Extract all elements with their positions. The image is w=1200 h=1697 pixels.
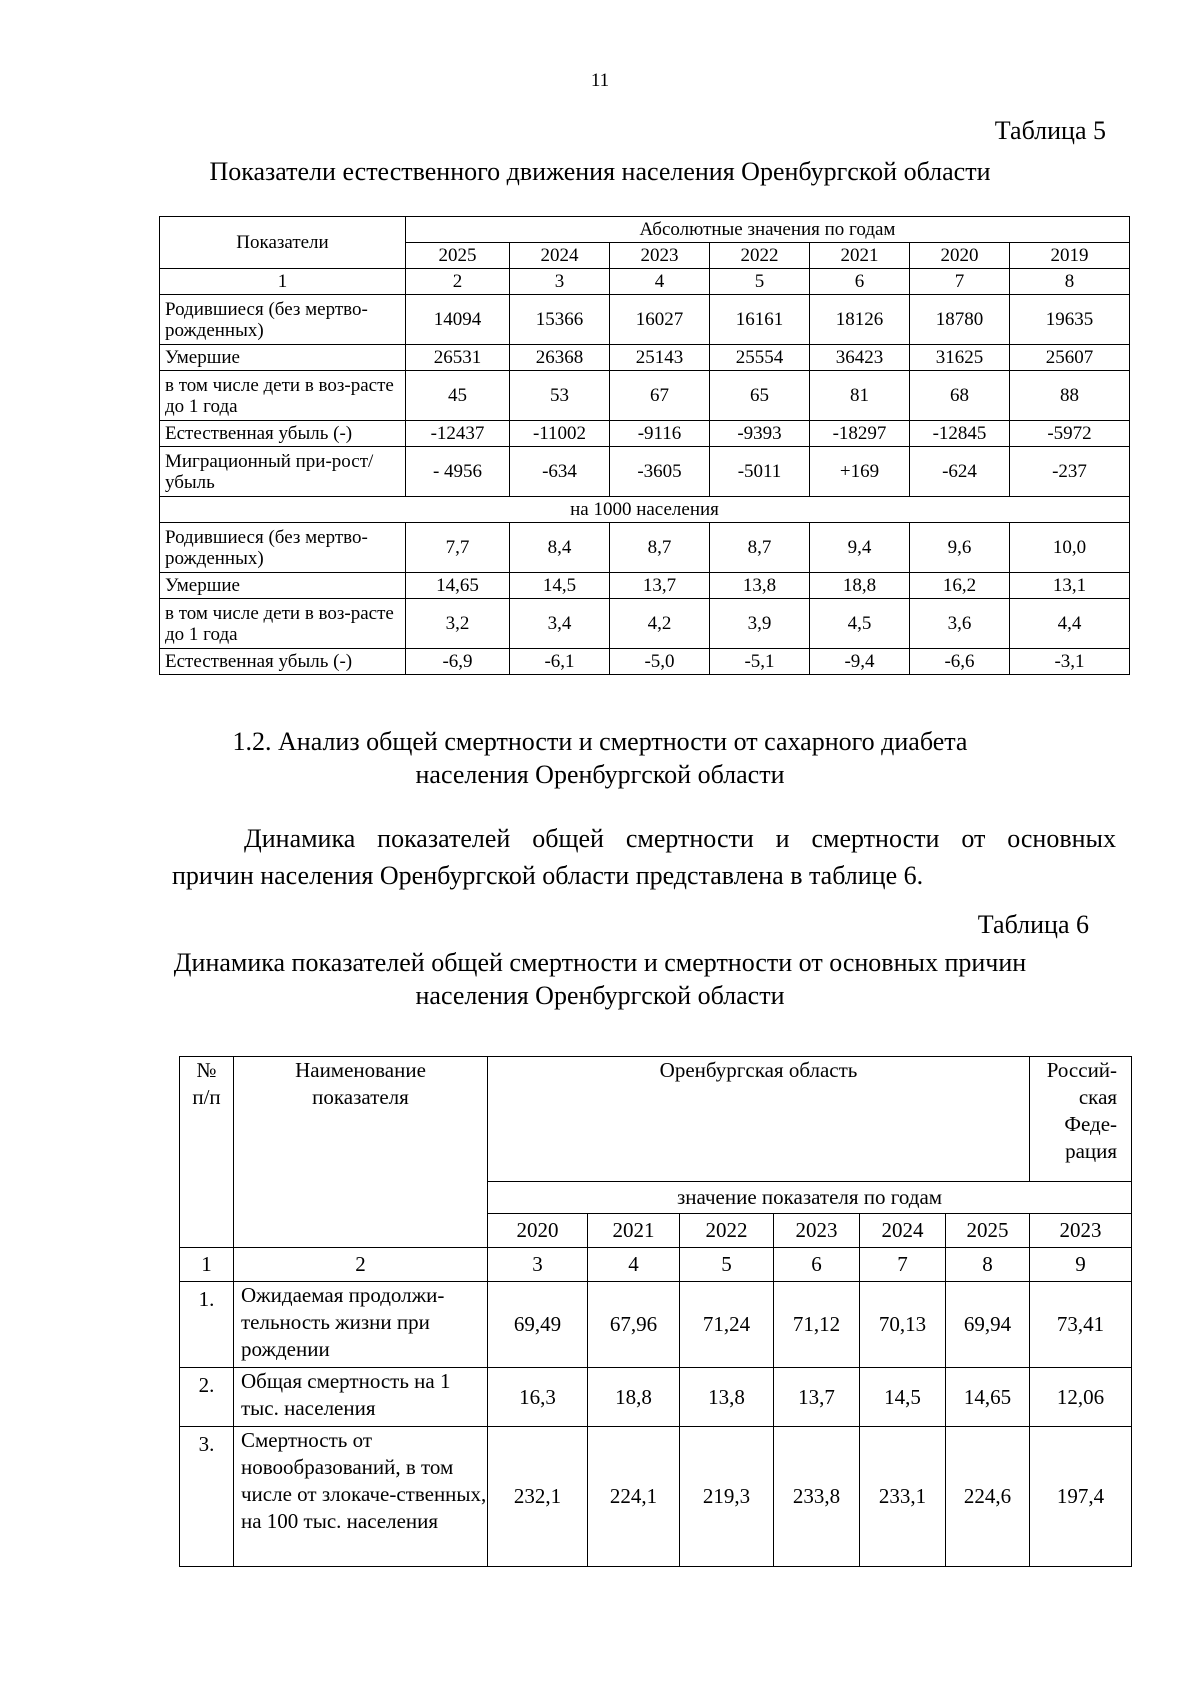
- table6-year-header: 2025: [946, 1214, 1030, 1248]
- table5-cell: 45: [406, 371, 510, 421]
- table5-caption: Таблица 5: [994, 116, 1106, 145]
- page-number: 11: [590, 70, 610, 91]
- table6-row: [180, 1282, 1132, 1368]
- table5-cell: - 4956: [406, 447, 510, 497]
- table5-cell: 3,2: [406, 599, 510, 649]
- table5-title: Показатели естественного движения населения Оренбургской области: [209, 157, 991, 186]
- table5-cell: 9,6: [910, 523, 1010, 573]
- paragraph-line2: причин населения Оренбургской области представлена в таблице 6.: [172, 861, 924, 890]
- table6-cell: 197,4: [1030, 1427, 1132, 1567]
- table5-row-label: Умершие: [160, 573, 406, 599]
- table6-year-header: 2023: [1030, 1214, 1132, 1248]
- table5-cell: 14,65: [406, 573, 510, 599]
- table6-cell: 67,96: [588, 1282, 680, 1368]
- table5-cell: 8,4: [510, 523, 610, 573]
- table5-cell: -5,1: [710, 649, 810, 675]
- table5-column-number: 5: [710, 269, 810, 295]
- table5-cell: 13,8: [710, 573, 810, 599]
- table5-cell: -237: [1010, 447, 1130, 497]
- table6-cell: 16,3: [488, 1368, 588, 1427]
- table5-cell: -3,1: [1010, 649, 1130, 675]
- table6-cell: 14,65: [946, 1368, 1030, 1427]
- table5-column-number: 1: [160, 269, 406, 295]
- table5-cell: 36423: [810, 345, 910, 371]
- table5-cell: 15366: [510, 295, 610, 345]
- table5-column-number: 8: [1010, 269, 1130, 295]
- table5-cell: 16161: [710, 295, 810, 345]
- table5-year-header: 2020: [910, 243, 1010, 269]
- table6-column-number: 9: [1030, 1248, 1132, 1282]
- table6-row-number: 3.: [180, 1427, 234, 1567]
- table5-column-number: 4: [610, 269, 710, 295]
- table5-row-label: Естественная убыль (-): [160, 421, 406, 447]
- table6-year-header: 2021: [588, 1214, 680, 1248]
- table6-column-number: 5: [680, 1248, 774, 1282]
- table5-cell: 9,4: [810, 523, 910, 573]
- table5-cell: 7,7: [406, 523, 510, 573]
- table5-row: [160, 649, 1130, 675]
- table6-cell: 69,49: [488, 1282, 588, 1368]
- table5-year-header: 2022: [710, 243, 810, 269]
- table6-cell: 70,13: [860, 1282, 946, 1368]
- table5-cell: -634: [510, 447, 610, 497]
- section-heading-line1: 1.2. Анализ общей смертности и смертности от сахарного диабета: [232, 727, 968, 756]
- table5-row-label: Естественная убыль (-): [160, 649, 406, 675]
- table5-cell: 88: [1010, 371, 1130, 421]
- section-heading-line2: населения Оренбургской области: [415, 760, 785, 789]
- table5-row-label: Умершие: [160, 345, 406, 371]
- table6-column-number: 1: [180, 1248, 234, 1282]
- table5-cell: -6,9: [406, 649, 510, 675]
- table5-cell: 8,7: [610, 523, 710, 573]
- table6-column-number: 3: [488, 1248, 588, 1282]
- table5-cell: 3,9: [710, 599, 810, 649]
- table5-row: [160, 573, 1130, 599]
- table5-cell: -9393: [710, 421, 810, 447]
- table5-row: [160, 599, 1130, 649]
- table5-cell: 4,4: [1010, 599, 1130, 649]
- table5-cell: 14094: [406, 295, 510, 345]
- table5-row-label: Родившиеся (без мертво-рожденных): [160, 295, 406, 345]
- table5-cell: 18,8: [810, 573, 910, 599]
- table5-row: [160, 295, 1130, 345]
- table5-cell: 16,2: [910, 573, 1010, 599]
- table5-cell: -6,6: [910, 649, 1010, 675]
- table5-cell: 18780: [910, 295, 1010, 345]
- table6-row-label: Ожидаемая продолжи-тельность жизни при рождении: [234, 1282, 488, 1368]
- table6-cell: 14,5: [860, 1368, 946, 1427]
- table5-row-label: Родившиеся (без мертво-рожденных): [160, 523, 406, 573]
- table6-row-label: Смертность от новообразований, в том числе от злокаче-ственных, на 100 тыс. населения: [234, 1427, 488, 1567]
- table5-row: [160, 345, 1130, 371]
- table5-row: [160, 371, 1130, 421]
- table5-cell: 53: [510, 371, 610, 421]
- table6-title-line2: населения Оренбургской области: [415, 981, 785, 1010]
- table6-year-header: 2020: [488, 1214, 588, 1248]
- table6-row: [180, 1427, 1132, 1567]
- table5-header-group: Абсолютные значения по годам: [406, 217, 1130, 243]
- table5-cell: 67: [610, 371, 710, 421]
- table6-column-number: 8: [946, 1248, 1030, 1282]
- table6-cell: 69,94: [946, 1282, 1030, 1368]
- table6-row: [180, 1368, 1132, 1427]
- table6-cell: 71,24: [680, 1282, 774, 1368]
- table5-cell: 31625: [910, 345, 1010, 371]
- table6-cell: 224,1: [588, 1427, 680, 1567]
- table6-title-line1: Динамика показателей общей смертности и смертности от основных причин: [173, 948, 1027, 977]
- table5-row-label: в том числе дети в воз-расте до 1 года: [160, 599, 406, 649]
- table5-cell: 25143: [610, 345, 710, 371]
- table5-row: [160, 421, 1130, 447]
- table5-cell: -11002: [510, 421, 610, 447]
- table5-cell: -18297: [810, 421, 910, 447]
- table5-cell: 3,6: [910, 599, 1010, 649]
- table5-column-number: 2: [406, 269, 510, 295]
- table5-cell: 18126: [810, 295, 910, 345]
- table6-header-values: значение показателя по годам: [488, 1182, 1132, 1214]
- table5-section-per-1000: на 1000 населения: [160, 497, 1130, 523]
- table5-cell: 13,1: [1010, 573, 1130, 599]
- table5-cell: 8,7: [710, 523, 810, 573]
- table5-cell: 19635: [1010, 295, 1130, 345]
- table6-header-name: Наименование показателя: [234, 1057, 488, 1248]
- section-paragraph: [172, 820, 1116, 894]
- table6-year-header: 2024: [860, 1214, 946, 1248]
- table6: [179, 1056, 1132, 1567]
- table6-title: [0, 946, 1200, 1012]
- table5-cell: 25607: [1010, 345, 1130, 371]
- table5-cell: -5,0: [610, 649, 710, 675]
- table5-year-header: 2025: [406, 243, 510, 269]
- table5-year-header: 2021: [810, 243, 910, 269]
- table5-cell: 81: [810, 371, 910, 421]
- table6-column-number: 2: [234, 1248, 488, 1282]
- table6-cell: 13,7: [774, 1368, 860, 1427]
- paragraph-line1: Динамика показателей общей смертности и смертности от основных: [244, 824, 1116, 853]
- table6-cell: 233,1: [860, 1427, 946, 1567]
- table6-header-region: Оренбургская область: [488, 1057, 1030, 1182]
- table5-cell: 68: [910, 371, 1010, 421]
- table5-cell: -5972: [1010, 421, 1130, 447]
- table5-column-number: 3: [510, 269, 610, 295]
- table6-header-num: № п/п: [180, 1057, 234, 1248]
- table6-cell: 219,3: [680, 1427, 774, 1567]
- table6-row-number: 2.: [180, 1368, 234, 1427]
- table6-year-header: 2023: [774, 1214, 860, 1248]
- table6-row-label: Общая смертность на 1 тыс. населения: [234, 1368, 488, 1427]
- table5-column-number: 7: [910, 269, 1010, 295]
- table5-row-label: Миграционный при-рост/убыль: [160, 447, 406, 497]
- table6-cell: 13,8: [680, 1368, 774, 1427]
- table5-cell: 26368: [510, 345, 610, 371]
- table5-cell: -12845: [910, 421, 1010, 447]
- table5-cell: 4,2: [610, 599, 710, 649]
- table5-cell: -12437: [406, 421, 510, 447]
- table6-cell: 73,41: [1030, 1282, 1132, 1368]
- table5-cell: -624: [910, 447, 1010, 497]
- table5-year-header: 2019: [1010, 243, 1130, 269]
- table5-cell: 65: [710, 371, 810, 421]
- table6-year-header: 2022: [680, 1214, 774, 1248]
- section-heading: [0, 725, 1200, 791]
- table5-cell: -9116: [610, 421, 710, 447]
- table5-cell: 26531: [406, 345, 510, 371]
- table5-cell: 10,0: [1010, 523, 1130, 573]
- table5-cell: 14,5: [510, 573, 610, 599]
- table6-row-number: 1.: [180, 1282, 234, 1368]
- table5-column-number: 6: [810, 269, 910, 295]
- table6-cell: 224,6: [946, 1427, 1030, 1567]
- table6-cell: 18,8: [588, 1368, 680, 1427]
- table5-cell: 13,7: [610, 573, 710, 599]
- table6-header-rf: Россий-ская Феде-рация: [1030, 1057, 1132, 1182]
- table5-cell: 4,5: [810, 599, 910, 649]
- table5-cell: -9,4: [810, 649, 910, 675]
- table5-cell: 16027: [610, 295, 710, 345]
- table5-year-header: 2023: [610, 243, 710, 269]
- table5-row: [160, 523, 1130, 573]
- table5-cell: -3605: [610, 447, 710, 497]
- table5-cell: +169: [810, 447, 910, 497]
- table5-cell: -5011: [710, 447, 810, 497]
- table5-cell: 25554: [710, 345, 810, 371]
- table5-row-label: в том числе дети в воз-расте до 1 года: [160, 371, 406, 421]
- table6-column-number: 4: [588, 1248, 680, 1282]
- table6-column-number: 6: [774, 1248, 860, 1282]
- table5-row: [160, 447, 1130, 497]
- table5-header-label: Показатели: [160, 217, 406, 269]
- table5-cell: 3,4: [510, 599, 610, 649]
- table6-cell: 233,8: [774, 1427, 860, 1567]
- table5: [159, 216, 1130, 675]
- table6-cell: 12,06: [1030, 1368, 1132, 1427]
- table5-year-header: 2024: [510, 243, 610, 269]
- table6-caption: Таблица 6: [977, 910, 1089, 939]
- table6-cell: 232,1: [488, 1427, 588, 1567]
- table6-column-number: 7: [860, 1248, 946, 1282]
- table6-cell: 71,12: [774, 1282, 860, 1368]
- table5-cell: -6,1: [510, 649, 610, 675]
